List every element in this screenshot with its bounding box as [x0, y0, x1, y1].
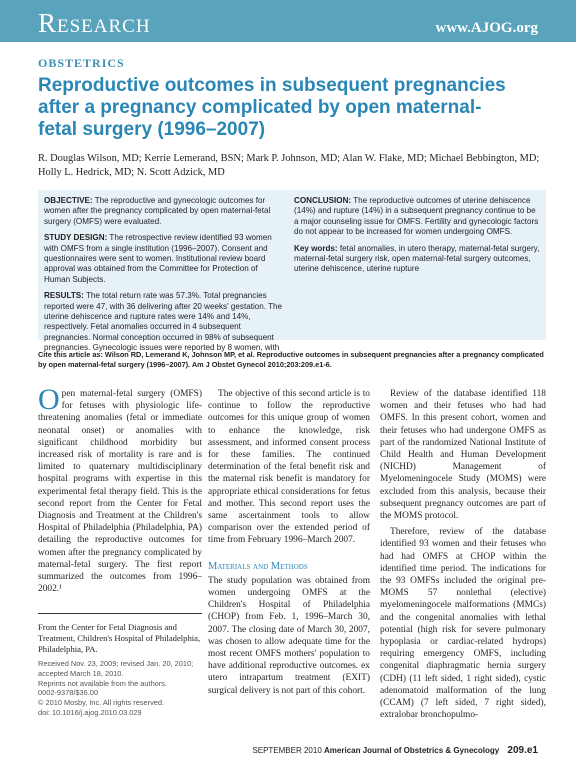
article-section: OBSTETRICS: [38, 56, 125, 70]
keywords-label: Key words:: [294, 243, 338, 253]
article-title: Reproductive outcomes in subsequent pregnancies after a pregnancy complicated by open maternal-fetal surgery (1996–2007): [38, 75, 506, 140]
methods-paragraph: The study population was obtained from women undergoing OMFS at the Children's Hospital of Philadelphia (CHOP) from Feb. 1, 1996–March 30, 2007. The closing date of March 30, 2007, was chosen to allow adequate time for the most recent OMFS mothers' population to have additional reproductive outcomes. ex utero intrapartum treatment (EXIT) surgical delivery is not part of this cohort.: [208, 575, 370, 696]
doi-text: doi: 10.1016/j.ajog.2010.03.029: [38, 707, 142, 717]
results-text: The total return rate was 57.3%. Total pregnancies reported were 47, with 36 delivering after 20 weeks' gestation. The uterine dehiscence and rupture rates were 14% and 14%, respectively. Fetal anomalies occurred in 4 subsequent pregnancies. Normal conception occurred in 98% of subsequent pregnancies. Gynecologic issues were reported by 8 women, with: [44, 291, 283, 353]
methods-heading: Materials and Methods: [208, 560, 308, 572]
design-text: The retrospective review identified 93 women with OMFS from a single institution (1996–2007). Consent and questionnaires were sent to women. Institutional review board approval was obtained from the Committee for Protection of Human Subjects.: [44, 233, 272, 284]
footnote-divider: [38, 613, 202, 614]
citation-line: Cite this article as: Wilson RD, Lemerand K, Johnson MP, et al. Reproductive outcomes in subsequent pregnancies after a pregnancy complicated by open maternal-fetal surgery (1996–2007). Am J Obstet Gynecol 2010;203:209.e1-6.: [38, 350, 544, 369]
page-number: 209.e1: [507, 745, 538, 756]
footer-journal: American Journal of Obstetrics & Gynecology: [324, 746, 500, 755]
results-label: RESULTS:: [44, 291, 84, 301]
journal-section-name: Research: [38, 8, 151, 38]
abstract-column-left: [44, 196, 284, 359]
keywords-text: fetal anomalies, in utero therapy, maternal-fetal surgery, maternal-fetal surgery risk, open maternal-fetal surgery outcomes, uterine dehiscence, uterine rupture: [294, 243, 540, 274]
footer-date: SEPTEMBER 2010: [252, 746, 322, 755]
conclusion-text: The reproductive outcomes of uterine dehiscence (14%) and rupture (14%) in a subsequent pregnancy continue to be a major counseling issue for OMFS. Fertility and gynecologic factors do not appear to be increased for women undergoing OMFS.: [294, 196, 539, 237]
author-list: R. Douglas Wilson, MD; Kerrie Lemerand, BSN; Mark P. Johnson, MD; Alan W. Flake, MD; Michael Bebbington, MD; Holly L. Hedrick, MD; N. Scott Adzick, MD: [38, 153, 540, 178]
body-column-3: [380, 388, 546, 721]
objective-label: OBJECTIVE:: [44, 196, 93, 205]
body-column-2: [208, 388, 370, 697]
affiliation-text: From the Center for Fetal Diagnosis and Treatment, Children's Hospital of Philadelphia, Philadelphia, PA.: [38, 622, 201, 654]
intro-paragraph: pen maternal-fetal surgery (OMFS) for fetuses with physiologic life-threatening anomalies (fetal or immediate neonatal onset) or anomalies with significant childhood morbidity but increased risk of mortality is rare and is limited to quaternary multidisciplinary hospital programs with expertise in this experimental fetal therapy field. This is the second report from the Center for Fetal Diagnosis and Treatment at the Children's Hospital of Philadelphia (Philadelphia, PA) detailing the reproductive outcomes for women after the pregnancy complicated by maternal-fetal surgery. The first report summarized the outcomes from 1996–2002.¹: [38, 389, 202, 595]
abstract-box: [38, 190, 546, 353]
reprints-note: Reprints not available from the authors.: [38, 678, 167, 688]
abstract-column-right: [294, 196, 540, 281]
issn-text: 0002-9378/$36.00: [38, 688, 99, 698]
conclusion-label: CONCLUSION:: [294, 196, 352, 205]
copyright-text: © 2010 Mosby, Inc. All rights reserved.: [38, 698, 165, 708]
design-label: STUDY DESIGN:: [44, 233, 108, 243]
footnote-block: [38, 622, 202, 718]
journal-url-link[interactable]: www.AJOG.org: [435, 20, 538, 36]
received-dates: Received Nov. 23, 2009; revised Jan. 20, 2010; accepted March 18, 2010.: [38, 659, 194, 678]
indications-paragraph: Therefore, review of the database identified 93 women and their fetuses who had had OMFS at CHOP within the identified time period. The indications for the 93 OMFSs included the original pre-MOMS 57 nonlethal (elective) myelomeningocele malformations (MMCs) and the congenital anomalies with lethal potential (high risk for severe pulmonary hypoplasia or cardiac-related hydrops) requiring emergency OMFS, including congenital diaphragmatic hernia surgery (CDH) (11 left sided, 1 right sided), cystic adenomatoid malformation of the lung (CCAM) (7 left sided, 7 right sided), extralobar bronchopulmo-: [380, 527, 546, 721]
objective-paragraph: The objective of this second article is to continue to follow the reproductive outcomes for this unique group of women to enhance the knowledge, risk assessment, and informed consent process for these families. The continued determination of the fetal benefit risk and the maternal risk benefit is mandatory for appropriate ethical considerations for fetus and mother. This second report uses the same ascertainment tools to allow comparison over the extended period of time from February 1996–March 2007.: [208, 389, 370, 546]
page-footer: [252, 745, 538, 756]
body-column-1: [38, 383, 202, 595]
drop-cap: O: [38, 383, 60, 416]
objective-text: The reproductive and gynecologic outcomes for women after the pregnancy complicated by open maternal-fetal surgery (OMFS) were evaluated.: [44, 196, 271, 226]
database-paragraph: Review of the database identified 118 women and their fetuses who had had OMFS. In this present cohort, women and their fetuses who had undergone OMFS as part of the randomized National Institute of Child Health and Human Development (NICHD) Management of Myelomeningocele Study (MOMS) were excluded from this analysis, because their subsequent pregnancy outcomes are part of the MOMS protocol.: [380, 389, 546, 522]
